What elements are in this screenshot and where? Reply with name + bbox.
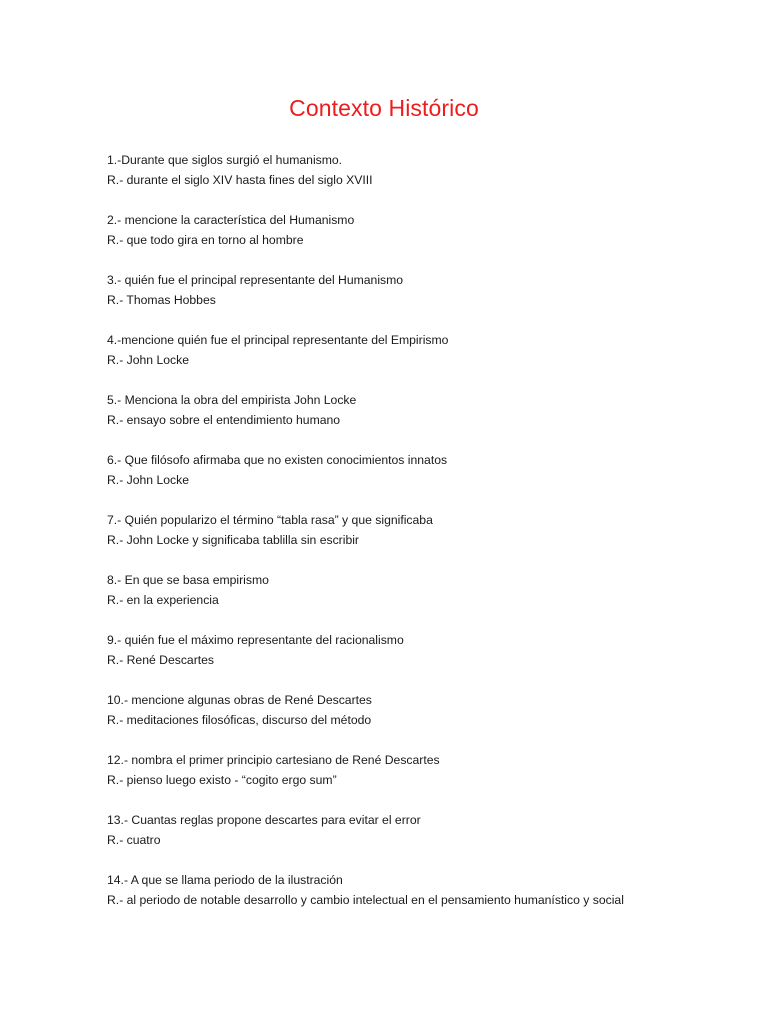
qa-item bbox=[107, 390, 727, 450]
question-text: 10.- mencione algunas obras de René Descartes bbox=[107, 693, 372, 707]
answer-text: R.- al periodo de notable desarrollo y cambio intelectual en el pensamiento humanístico y social bbox=[107, 893, 624, 907]
question-text: 6.- Que filósofo afirmaba que no existen conocimientos innatos bbox=[107, 453, 448, 467]
question-text: 4.-mencione quién fue el principal representante del Empirismo bbox=[107, 333, 449, 347]
qa-item bbox=[107, 270, 727, 330]
qa-list bbox=[107, 150, 727, 930]
question-text: 13.- Cuantas reglas propone descartes para evitar el error bbox=[107, 813, 421, 827]
document-title: Contexto Histórico bbox=[289, 95, 479, 121]
qa-item bbox=[107, 210, 727, 270]
answer-text: R.- cuatro bbox=[107, 833, 161, 847]
question-text: 12.- nombra el primer principio cartesiano de René Descartes bbox=[107, 753, 440, 767]
question-text: 5.- Menciona la obra del empirista John Locke bbox=[107, 393, 357, 407]
answer-text: R.- pienso luego existo - “cogito ergo sum” bbox=[107, 773, 337, 787]
answer-text: R.- John Locke y significaba tablilla sin escribir bbox=[107, 533, 359, 547]
qa-item bbox=[107, 870, 727, 930]
answer-text: R.- John Locke bbox=[107, 473, 189, 487]
answer-text: R.- meditaciones filosóficas, discurso del método bbox=[107, 713, 372, 727]
question-text: 8.- En que se basa empirismo bbox=[107, 573, 269, 587]
qa-item bbox=[107, 810, 727, 870]
question-text: 1.-Durante que siglos surgió el humanismo. bbox=[107, 153, 343, 167]
qa-item bbox=[107, 510, 727, 570]
question-text: 3.- quién fue el principal representante del Humanismo bbox=[107, 273, 404, 287]
question-text: 14.- A que se llama periodo de la ilustración bbox=[107, 873, 343, 887]
qa-item bbox=[107, 330, 727, 390]
answer-text: R.- que todo gira en torno al hombre bbox=[107, 233, 304, 247]
answer-text: R.- John Locke bbox=[107, 353, 189, 367]
qa-item bbox=[107, 150, 727, 210]
answer-text: R.- ensayo sobre el entendimiento humano bbox=[107, 413, 341, 427]
qa-item bbox=[107, 690, 727, 750]
answer-text: R.- durante el siglo XIV hasta fines del siglo XVIII bbox=[107, 173, 373, 187]
question-text: 2.- mencione la característica del Humanismo bbox=[107, 213, 355, 227]
answer-text: R.- en la experiencia bbox=[107, 593, 219, 607]
answer-text: R.- René Descartes bbox=[107, 653, 215, 667]
answer-text: R.- Thomas Hobbes bbox=[107, 293, 216, 307]
qa-item bbox=[107, 570, 727, 630]
qa-item bbox=[107, 630, 727, 690]
qa-item bbox=[107, 450, 727, 510]
qa-item bbox=[107, 750, 727, 810]
question-text: 9.- quién fue el máximo representante del racionalismo bbox=[107, 633, 404, 647]
question-text: 7.- Quién popularizo el término “tabla rasa” y que significaba bbox=[107, 513, 433, 527]
